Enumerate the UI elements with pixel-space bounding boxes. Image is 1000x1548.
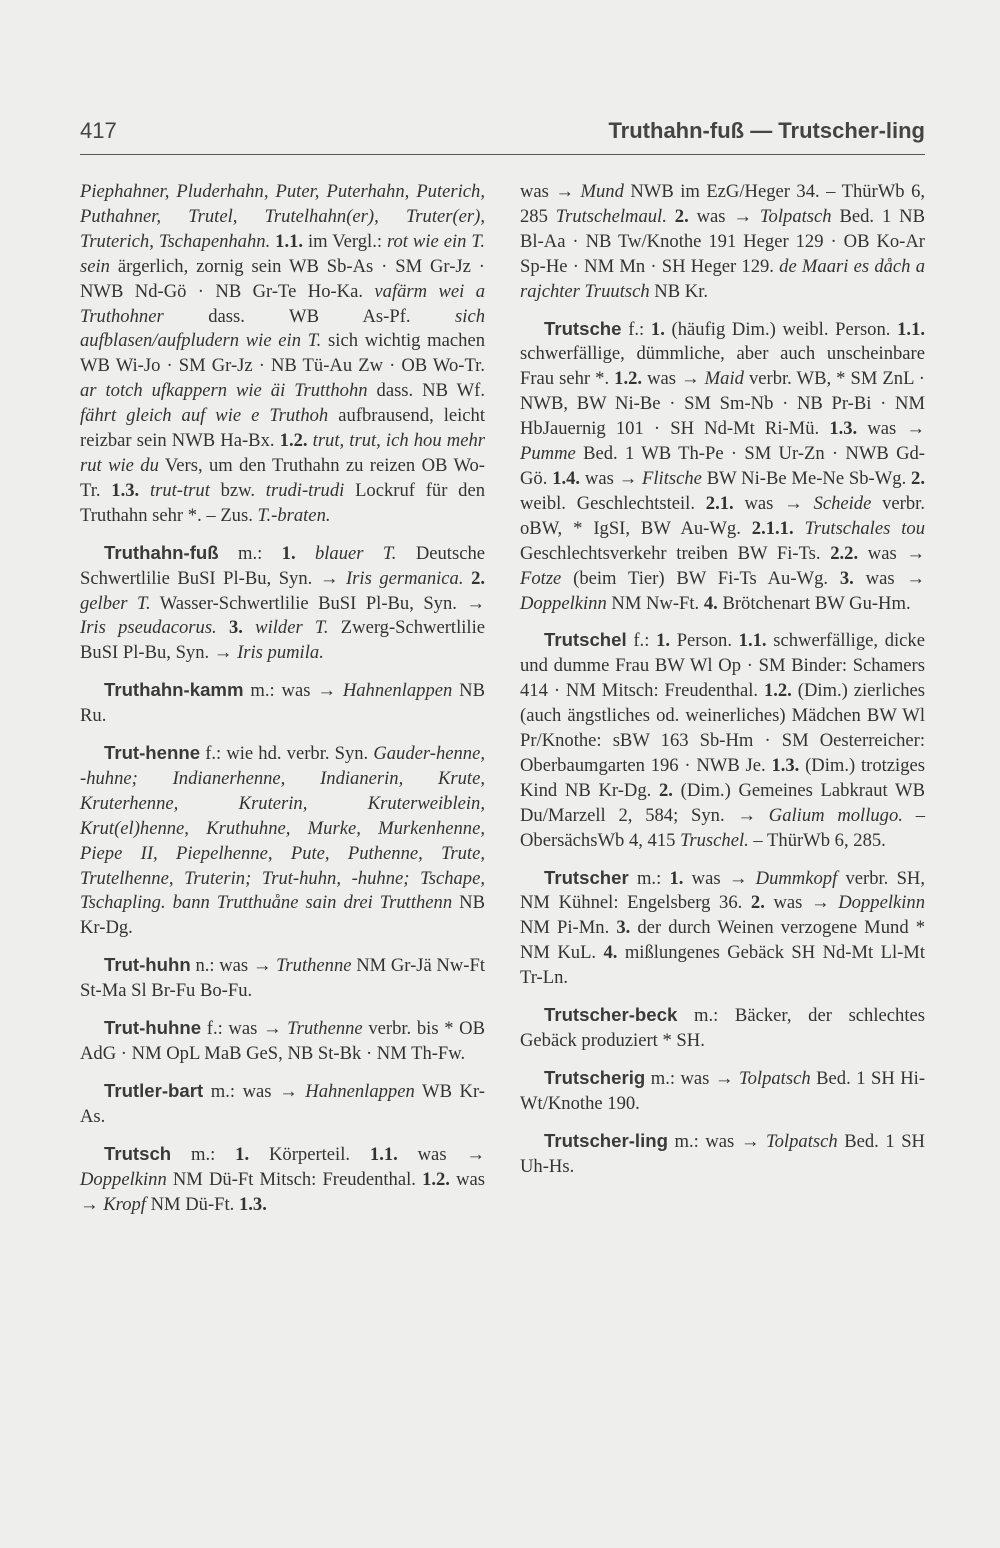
dictionary-entry bbox=[520, 866, 925, 992]
entry-headword: Trutscher-beck bbox=[544, 1004, 678, 1026]
entry-body: f.: 1. (häufig Dim.) weibl. Person. 1.1. schwerfällige, dümmliche, aber auch unscheinbare Frau sehr *. 1.2. was → Maid verbr. WB, * SM ZnL · NWB, BW Ni-Be · SM Sm-Nb · NB Pr-Bi · NM HbJauernig 101 · SH Nd-Mt Ri-Mü. 1.3. was → Pumme Bed. 1 WB Th-Pe · SM Ur-Zn · NWB Gd-Gö. 1.4. was → Flitsche BW Ni-Be Me-Ne Sb-Wg. 2. weibl. Geschlechtsteil. 2.1. was → Scheide verbr. oBW, * IgSI, BW Au-Wg. 2.1.1. Trutschales tou Geschlechtsverkehr treiben BW Fi-Ts. 2.2. was → Fotze (beim Tier) BW Fi-Ts Au-Wg. 3. was → Doppelkinn NM Nw-Ft. 4. Brötchenart BW Gu-Hm. bbox=[520, 318, 926, 614]
entry-headword: Truthahn-kamm bbox=[104, 679, 244, 701]
right-column bbox=[520, 180, 925, 1192]
entry-body: m.: 1. Körperteil. 1.1. was → Doppelkinn NM Dü-Ft Mitsch: Freudenthal. 1.2. was → Kropf NM Dü-Ft. 1.3. bbox=[80, 1143, 485, 1215]
entry-headword: Truthahn-fuß bbox=[104, 541, 219, 563]
entry-headword: Trut-huhne bbox=[104, 1017, 202, 1039]
entry-body: Piephahner, Pluderhahn, Puter, Puterhahn, Puterich, Puthahner, Trutel, Trutelhahn(er), Truter(er), Truterich, Tschapenhahn. 1.1. im Vergl.: rot wie ein T. sein ärgerlich, zornig sein WB Sb-As · SM Gr-Jz · NWB Nd-Gö · NB Gr-Te Ho-Ka. vafärm wei a Truthohner dass. WB As-Pf. sich aufblasen/aufpludern wie ein T. sich wichtig machen WB Wi-Jo · SM Gr-Jz · NB Tü-Au Zw · OB Wo-Tr. ar totch ufkappern wie äi Trutthohn dass. NB Wf. fährt gleich auf wie e Truthoh aufbrausend, leicht reizbar sein NWB Ha-Bx. 1.2. trut, trut, ich hou mehr rut wie du Vers, um den Truthahn zu reizen OB Wo-Tr. 1.3. trut-trut bzw. trudi-trudi Lockruf für den Truthahn sehr *. – Zus. T.-braten. bbox=[80, 181, 486, 526]
entry-body: m.: was → Tolpatsch Bed. 1 SH Hi-Wt/Knothe 190. bbox=[520, 1067, 926, 1114]
dictionary-entry bbox=[80, 741, 485, 941]
entry-headword: Trutscher bbox=[544, 866, 629, 888]
entry-headword: Trut-henne bbox=[104, 742, 201, 764]
entry-body: m.: 1. blauer T. Deutsche Schwertlilie BuSI Pl-Bu, Syn. → Iris germanica. 2. gelber T. Wasser-Schwertlilie BuSI Pl-Bu, Syn. → Iris pseudacorus. 3. wilder T. Zwerg-Schwertlilie BuSI Pl-Bu, Syn. → Iris pumila. bbox=[80, 542, 486, 664]
entry-body: f.: was → Truthenne verbr. bis * OB AdG · NM OpL MaB GeS, NB St-Bk · NM Th-Fw. bbox=[80, 1018, 485, 1064]
running-title: Truthahn-fuß — Trutscher-ling bbox=[608, 118, 925, 143]
dictionary-entry bbox=[80, 1079, 485, 1130]
entry-body: f.: wie hd. verbr. Syn. Gauder-henne, -huhne; Indianerhenne, Indianerin, Krute, Kruterhenne, Kruterin, Kruterweiblein, Krut(el)henne, Kruthuhne, Murke, Murkenhenne, Piepe II, Piepelhenne, Pute, Puthenne, Trute, Trutelhenne, Truterin; Trut-huhn, -huhne; Tschape, Tschapling. bann Trutthuåne sain drei Trutthenn NB Kr-Dg. bbox=[80, 743, 486, 939]
entry-headword: Trutler-bart bbox=[104, 1079, 204, 1101]
left-column bbox=[80, 180, 485, 1229]
entry-body: n.: was → Truthenne NM Gr-Jä Nw-Ft St-Ma Sl Br-Fu Bo-Fu. bbox=[80, 955, 485, 1002]
dictionary-entry bbox=[520, 1129, 925, 1180]
dictionary-entry bbox=[520, 317, 925, 617]
dictionary-entry bbox=[80, 678, 485, 729]
entry-body: m.: was → Hahnenlappen NB Ru. bbox=[80, 680, 486, 727]
entry-headword: Trutschel bbox=[544, 629, 627, 651]
dictionary-entry bbox=[80, 953, 485, 1004]
entry-headword: Trut-huhn bbox=[104, 954, 191, 976]
entry-continuation bbox=[520, 180, 925, 305]
dictionary-entry bbox=[80, 1142, 485, 1218]
entry-headword: Trutsche bbox=[544, 317, 622, 339]
page-header bbox=[80, 118, 925, 155]
dictionary-entry bbox=[80, 541, 485, 667]
dictionary-entry bbox=[520, 1003, 925, 1054]
entry-headword: Trutscher-ling bbox=[544, 1129, 668, 1151]
entry-body: f.: 1. Person. 1.1. schwerfällige, dicke und dumme Frau BW Wl Op · SM Binder: Schamers 414 · NM Mitsch: Freudenthal. 1.2. (Dim.) zierliches (auch ängstliches od. weinerliches) Mädchen BW Wl Pr/Knothe: sBW 163 Sb-Hm · SM Oesterreicher: Oberbaumgarten 196 · NWB Je. 1.3. (Dim.) trotziges Kind NB Kr-Dg. 2. (Dim.) Gemeines Labkraut WB Du/Marzell 2, 584; Syn. → Galium mollugo. – ObersächsWb 4, 415 Truschel. – ThürWb 6, 285. bbox=[520, 630, 925, 851]
entry-body: m.: was → Hahnenlappen WB Kr-As. bbox=[80, 1080, 485, 1127]
entry-body: m.: was → Tolpatsch Bed. 1 SH Uh-Hs. bbox=[520, 1130, 925, 1177]
entry-body: m.: 1. was → Dummkopf verbr. SH, NM Kühnel: Engelsberg 36. 2. was → Doppelkinn NM Pi-Mn. 3. der durch Weinen verzogene Mund * NM KuL. 4. mißlungenes Gebäck SH Nd-Mt Ll-Mt Tr-Ln. bbox=[520, 867, 925, 989]
entry-headword: Trutscherig bbox=[544, 1066, 646, 1088]
dictionary-entry bbox=[80, 1016, 485, 1067]
dictionary-entry bbox=[520, 628, 925, 853]
entry-body: was → Mund NWB im EzG/Heger 34. – ThürWb 6, 285 Trutschelmaul. 2. was → Tolpatsch Bed. 1 NB Bl-Aa · NB Tw/Knothe 191 Heger 129 · OB Ko-Ar Sp-He · NM Mn · SH Heger 129. de Maari es dåch a rajchter Truutsch NB Kr. bbox=[520, 181, 926, 302]
page-number: 417 bbox=[80, 118, 117, 143]
entry-continuation bbox=[80, 180, 485, 529]
entry-body: m.: Bäcker, der schlechtes Gebäck produziert * SH. bbox=[520, 1005, 925, 1051]
dictionary-entry bbox=[520, 1066, 925, 1117]
entry-headword: Trutsch bbox=[104, 1142, 172, 1164]
